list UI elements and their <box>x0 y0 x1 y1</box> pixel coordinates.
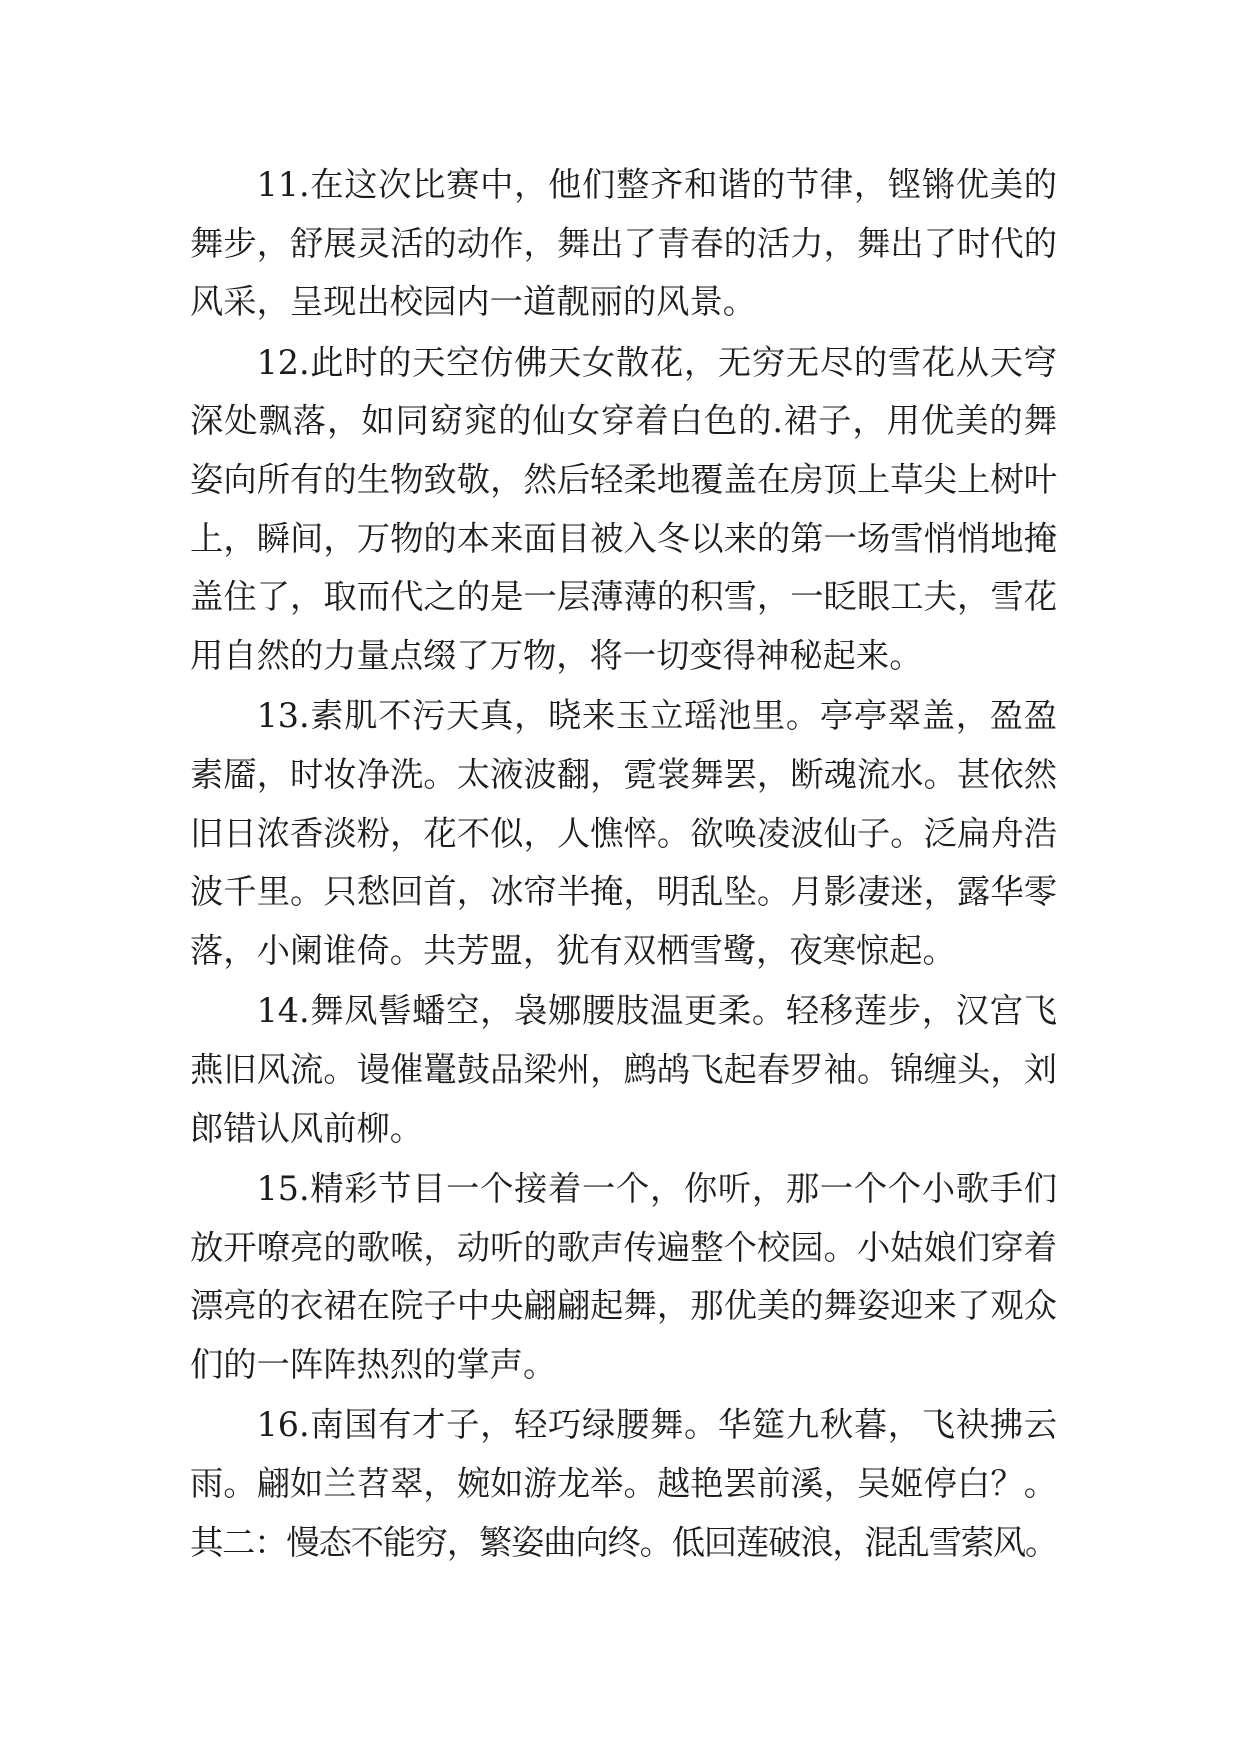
paragraph-13 <box>190 687 1057 980</box>
text-line: 11.在这次比赛中，他们整齐和谐的节律，铿锵优美的 <box>256 165 1057 204</box>
text-line: 上，瞬间，万物的本来面目被入冬以来的第一场雪悄悄地掩 <box>190 518 1057 558</box>
text-line: 深处飘落，如同窈窕的仙女穿着白色的.裙子，用优美的舞 <box>190 401 1057 441</box>
text-line: 漂亮的衣裙在院子中央翩翩起舞，那优美的舞姿迎来了观众 <box>190 1286 1057 1326</box>
text-line: 12.此时的天空仿佛天女散花，无穷无尽的雪花从天穹 <box>256 342 1057 382</box>
text-line: 姿向所有的生物致敬，然后轻柔地覆盖在房顶上草尖上树叶 <box>190 459 1057 499</box>
paragraph-16 <box>190 1396 1057 1572</box>
paragraph-12 <box>190 334 1057 686</box>
paragraph-14 <box>190 982 1057 1158</box>
text-line: 风采，呈现出校园内一道靓丽的风景。 <box>190 282 757 322</box>
paragraph-15 <box>190 1160 1057 1394</box>
text-line: 落，小阑谁倚。共芳盟，犹有双栖雪鹭，夜寒惊起。 <box>190 930 956 970</box>
text-line: 放开嘹亮的歌喉，动听的歌声传遍整个校园。小姑娘们穿着 <box>190 1227 1057 1267</box>
text-line: 14.舞凤髻蟠空，袅娜腰肢温更柔。轻移莲步，汉宫飞 <box>256 991 1057 1031</box>
text-line: 16.南国有才子，轻巧绿腰舞。华筵九秋暮，飞袂拂云 <box>256 1405 1057 1445</box>
text-line: 燕旧风流。谩催鼍鼓品梁州，鹧鸪飞起春罗袖。锦缠头，刘 <box>190 1049 1057 1089</box>
text-line: 波千里。只愁回首，冰帘半掩，明乱坠。月影凄迷，露华零 <box>190 872 1057 912</box>
text-line: 其二：慢态不能穷，繁姿曲向终。低回莲破浪，混乱雪萦风。 <box>190 1522 1057 1562</box>
text-line: 用自然的力量点缀了万物，将一切变得神秘起来。 <box>190 635 923 675</box>
text-line: 郎错认风前柳。 <box>190 1108 424 1148</box>
text-line: 旧日浓香淡粉，花不似，人憔悴。欲唤凌波仙子。泛扁舟浩 <box>190 813 1057 853</box>
text-line: 舞步，舒展灵活的动作，舞出了青春的活力，舞出了时代的 <box>190 223 1057 263</box>
text-line: 15.精彩节目一个接着一个，你听，那一个个小歌手们 <box>256 1169 1057 1209</box>
text-line: 雨。翩如兰苕翠，婉如游龙举。越艳罢前溪，吴姬停白？。 <box>190 1464 1057 1504</box>
text-line: 13.素肌不污天真，晓来玉立瑶池里。亭亭翠盖，盈盈 <box>256 696 1057 736</box>
paragraph-11 <box>190 156 1057 332</box>
text-line: 素靥，时妆净洗。太液波翻，霓裳舞罢，断魂流水。甚依然 <box>190 754 1057 794</box>
text-line: 盖住了，取而代之的是一层薄薄的积雪，一眨眼工夫，雪花 <box>190 577 1057 617</box>
document-body <box>190 156 1057 1574</box>
text-line: 们的一阵阵热烈的掌声。 <box>190 1344 557 1384</box>
